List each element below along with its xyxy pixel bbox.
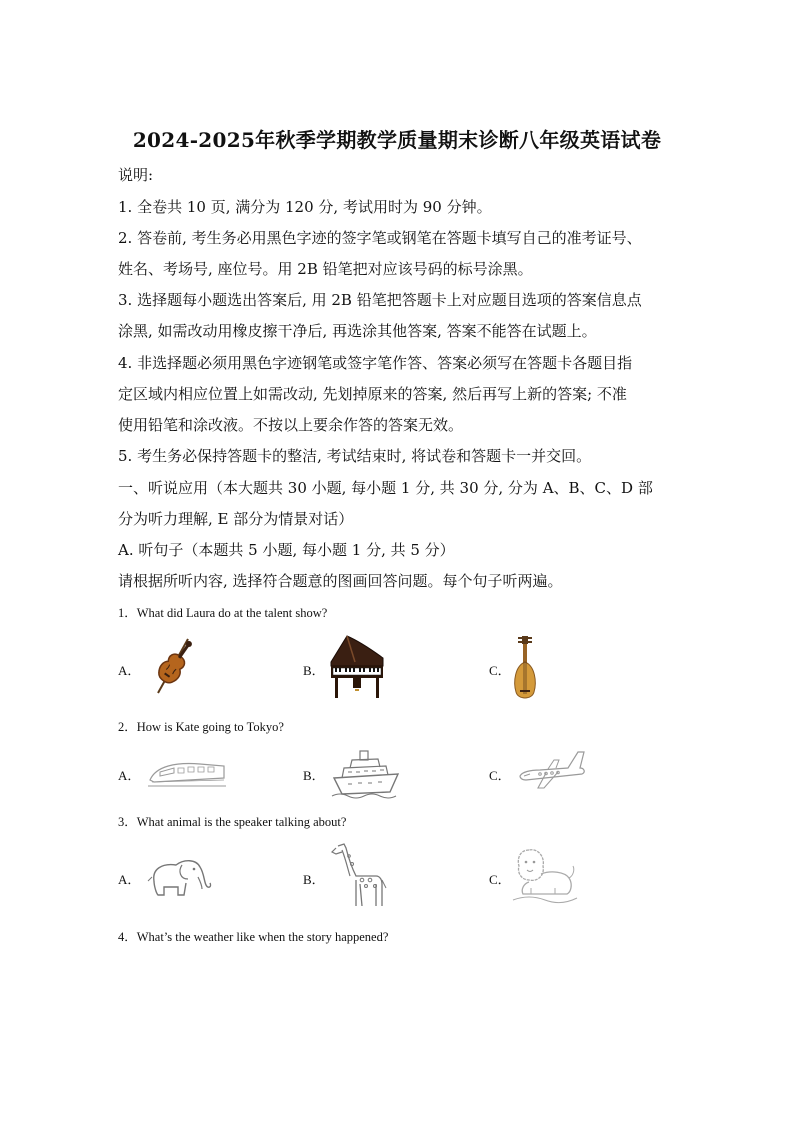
option-a-label: A．	[118, 768, 141, 783]
instruction-line: 涂黑, 如需改动用橡皮擦干净后, 再选涂其他答案, 答案不能答在试题上。	[118, 322, 597, 340]
instruction-line: 姓名、考场号, 座位号。用 2B 铅笔把对应该号码的标号涂黑。	[118, 260, 533, 278]
instruction-line: 5. 考生务必保持答题卡的整洁, 考试结束时, 将试卷和答题卡一并交回。	[118, 447, 592, 465]
elephant-icon	[146, 851, 212, 899]
instruction-line: 4. 非选择题必须用黑色字迹钢笔或签字笔作答、答案必须写在答题卡各题目指	[118, 354, 633, 372]
train-icon	[146, 756, 228, 790]
instruction-line: 1. 全卷共 10 页, 满分为 120 分, 考试用时为 90 分钟。	[118, 198, 492, 216]
option-a-label: A．	[118, 872, 141, 887]
question-2: 2．How is Kate going to Tokyo?	[118, 720, 284, 734]
instruction-line: 3. 选择题每小题选出答案后, 用 2B 铅笔把答题卡上对应题目选项的答案信息点	[118, 291, 642, 309]
giraffe-icon	[328, 840, 390, 910]
section-heading: 一、听说应用（本大题共 30 小题, 每小题 1 分, 共 30 分, 分为 A、B、C、D 部	[118, 479, 653, 497]
instruction-line: 2. 答卷前, 考生务必用黑色字迹的签字笔或钢笔在答题卡填写自己的准考证号、	[118, 229, 642, 247]
option-c-label: C．	[489, 768, 511, 783]
option-b-label: B．	[303, 768, 325, 783]
option-b-label: B．	[303, 872, 325, 887]
option-b-label: B．	[303, 663, 325, 678]
section-heading-cont: 分为听力理解, E 部分为情景对话）	[118, 510, 354, 528]
instruction-line: 使用铅笔和涂改液。不按以上要余作答的答案无效。	[118, 416, 464, 434]
ship-icon	[330, 748, 402, 800]
question-3: 3．What animal is the speaker talking about?	[118, 815, 347, 829]
page-title: 2024-2025年秋季学期教学质量期末诊断八年级英语试卷	[132, 128, 662, 152]
option-c-label: C．	[489, 663, 511, 678]
pipa-icon	[510, 634, 540, 704]
option-a-label: A．	[118, 663, 141, 678]
instruction-line: 定区域内相应位置上如需改动, 先划掉原来的答案, 然后再写上新的答案; 不准	[118, 385, 627, 403]
part-a-direction: 请根据所听内容, 选择符合题意的图画回答问题。每个句子听两遍。	[118, 572, 563, 590]
piano-icon	[327, 632, 387, 702]
part-a-heading: A. 听句子（本题共 5 小题, 每小题 1 分, 共 5 分）	[118, 541, 455, 559]
airplane-icon	[516, 746, 588, 794]
instructions-heading: 说明:	[118, 166, 154, 184]
lion-icon	[511, 844, 579, 904]
question-1: 1．What did Laura do at the talent show?	[118, 606, 328, 620]
violin-icon	[140, 633, 206, 699]
option-c-label: C．	[489, 872, 511, 887]
question-4: 4．What’s the weather like when the story happened?	[118, 930, 389, 944]
